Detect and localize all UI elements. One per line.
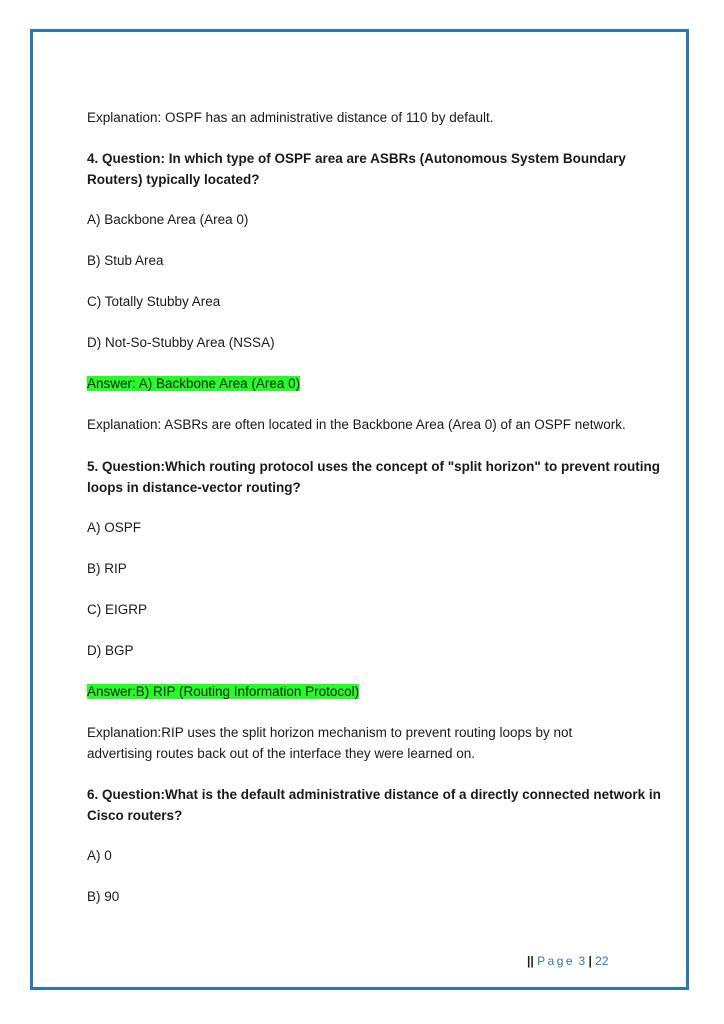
q6-option-a: A) 0 bbox=[87, 848, 112, 863]
question-4-line-1: 4. Question: In which type of OSPF area are ASBRs (Autonomous System Boundary bbox=[87, 151, 626, 166]
question-5-line-2: loops in distance-vector routing? bbox=[87, 480, 301, 495]
explanation-q5-line-1: Explanation:RIP uses the split horizon mechanism to prevent routing loops by not bbox=[87, 725, 573, 740]
page-footer bbox=[527, 954, 609, 968]
q4-answer bbox=[87, 373, 300, 394]
question-6-line-2: Cisco routers? bbox=[87, 808, 183, 823]
q4-answer-highlight: Answer: A) Backbone Area (Area 0) bbox=[87, 376, 301, 391]
explanation-q4: Explanation: ASBRs are often located in the Backbone Area (Area 0) of an OSPF network. bbox=[87, 417, 626, 432]
footer-page-word: Page bbox=[537, 954, 576, 968]
question-4-line-2: Routers) typically located? bbox=[87, 172, 260, 187]
q4-option-c: C) Totally Stubby Area bbox=[87, 294, 221, 309]
q5-option-b: B) RIP bbox=[87, 561, 127, 576]
explanation-q5-line-2: advertising routes back out of the interface they were learned on. bbox=[87, 746, 475, 761]
footer-divider: | bbox=[588, 954, 592, 968]
q5-option-a: A) OSPF bbox=[87, 520, 142, 535]
footer-separator: || bbox=[527, 954, 534, 968]
q4-option-d: D) Not-So-Stubby Area (NSSA) bbox=[87, 335, 275, 350]
q5-option-c: C) EIGRP bbox=[87, 602, 148, 617]
q5-answer-highlight: Answer:B) RIP (Routing Information Protocol) bbox=[87, 684, 360, 699]
footer-total-pages: 22 bbox=[595, 954, 609, 968]
q4-option-b: B) Stub Area bbox=[87, 253, 164, 268]
question-6-line-1: 6. Question:What is the default administrative distance of a directly connected network in bbox=[87, 787, 661, 802]
q5-answer bbox=[87, 681, 359, 702]
explanation-q3: Explanation: OSPF has an administrative distance of 110 by default. bbox=[87, 110, 494, 125]
question-5-line-1: 5. Question:Which routing protocol uses the concept of "split horizon" to prevent routing bbox=[87, 459, 661, 474]
q4-option-a: A) Backbone Area (Area 0) bbox=[87, 212, 249, 227]
q6-option-b: B) 90 bbox=[87, 889, 120, 904]
footer-current-page: 3 bbox=[578, 954, 586, 968]
q5-option-d: D) BGP bbox=[87, 643, 134, 658]
